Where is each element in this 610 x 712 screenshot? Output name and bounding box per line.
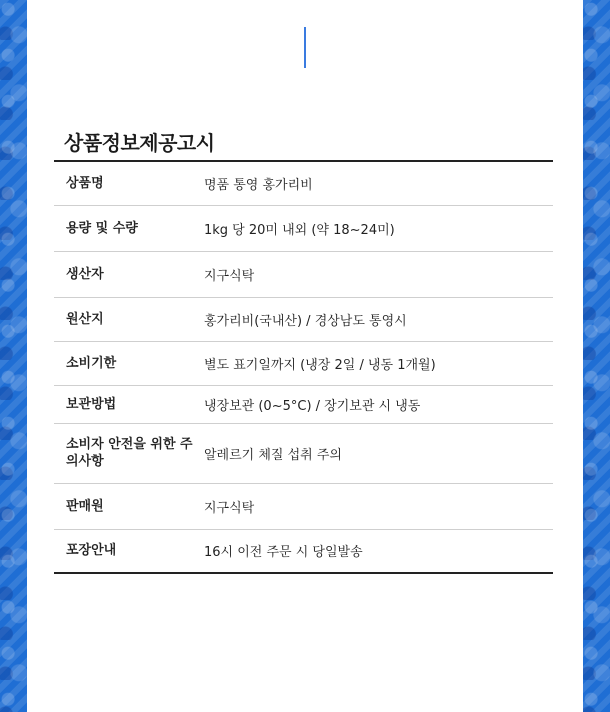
content-panel — [27, 0, 583, 712]
row-value: 홍가리비(국내산) / 경상남도 통영시 — [194, 297, 553, 341]
row-label: 소비기한 — [54, 341, 194, 385]
row-value: 알레르기 체질 섭취 주의 — [194, 423, 553, 483]
table-row — [54, 341, 553, 385]
page-title: 상품정보제공고시 — [64, 131, 215, 155]
row-value: 명품 통영 홍가리비 — [194, 161, 553, 205]
section-divider-mark — [304, 27, 306, 68]
row-label: 원산지 — [54, 297, 194, 341]
right-decorative-border — [583, 0, 610, 712]
row-label: 생산자 — [54, 251, 194, 297]
table-row — [54, 385, 553, 423]
table-row — [54, 423, 553, 483]
row-value: 지구식탁 — [194, 483, 553, 529]
row-label: 상품명 — [54, 161, 194, 205]
table-row — [54, 161, 553, 205]
row-value: 1kg 당 20미 내외 (약 18~24미) — [194, 205, 553, 251]
table-row — [54, 297, 553, 341]
table-row — [54, 529, 553, 573]
table-row — [54, 251, 553, 297]
row-label: 판매원 — [54, 483, 194, 529]
row-label: 용량 및 수량 — [54, 205, 194, 251]
row-label: 보관방법 — [54, 385, 194, 423]
row-label: 포장안내 — [66, 543, 117, 559]
left-decorative-border — [0, 0, 27, 712]
row-value: 냉장보관 (0~5°C) / 장기보관 시 냉동 — [194, 385, 553, 423]
table-row — [54, 205, 553, 251]
row-label: 소비자 안전을 위한 주의사항 — [54, 423, 194, 483]
product-info-table — [54, 160, 553, 574]
table-row — [54, 483, 553, 529]
row-value: 16시 이전 주문 시 당일발송 — [204, 545, 363, 561]
row-value: 지구식탁 — [194, 251, 553, 297]
row-value: 별도 표기일까지 (냉장 2일 / 냉동 1개월) — [194, 341, 553, 385]
